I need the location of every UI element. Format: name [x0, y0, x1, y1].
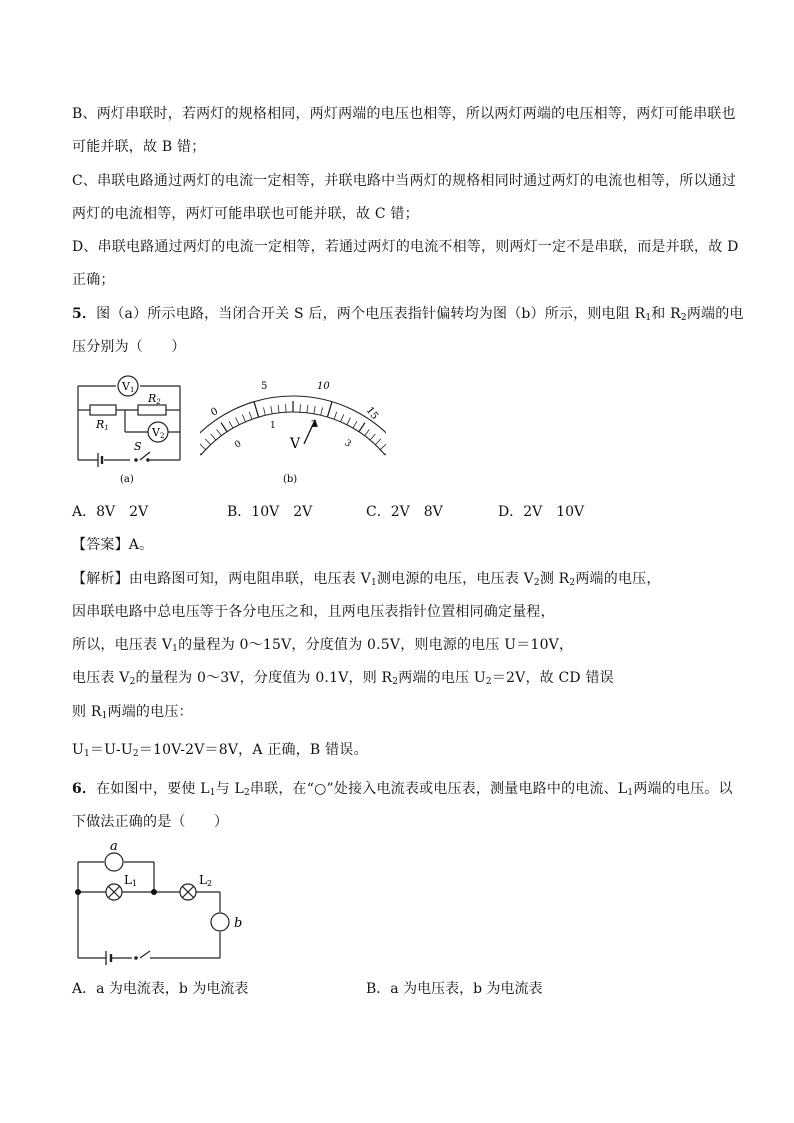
scale-tick [271, 406, 272, 414]
option-d: D．2V 10V [498, 504, 585, 520]
option-b: B．a 为电压表，b 为电流表 [366, 981, 543, 997]
r2-label: R2 [148, 392, 161, 406]
outer-tick-label: 15 [363, 405, 381, 422]
scale-tick [205, 439, 210, 445]
subscript: 2 [485, 677, 492, 687]
analysis-line [72, 636, 573, 654]
scale-tick [200, 444, 206, 449]
junction-dot [151, 889, 157, 895]
scale-tick [375, 439, 380, 445]
scale-tick [341, 414, 344, 421]
analysis-tag: 【解析】 [72, 571, 129, 587]
subscript: 1 [209, 788, 216, 798]
text: 测电源的电压，电压表 V [376, 571, 534, 587]
text-line: 两灯的电流相等，两灯可能串联也可能并联，故 C 错； [72, 206, 419, 222]
text-line: C、串联电路通过两灯的电流一定相等，并联电路中当两灯的规格相同时通过两灯的电流也相等，所以通过 [72, 173, 737, 189]
v1-label: V1 [122, 380, 135, 394]
lamp-l1 [106, 884, 122, 900]
unit-label: V [290, 436, 301, 452]
text: U [72, 742, 84, 758]
scale-tick [221, 423, 227, 432]
scale-tick [278, 405, 279, 413]
circuit-diagram-a [70, 372, 190, 488]
switch-contact [134, 956, 138, 960]
answer: 【答案】A。 [72, 537, 154, 553]
subscript: 2 [680, 313, 687, 323]
scale-tick [327, 402, 332, 417]
scale-tick [229, 421, 233, 428]
scale-tick [211, 434, 216, 440]
text: 与 L [215, 781, 244, 797]
scale-tick [249, 412, 252, 420]
text: 由电路图可知，两电阻串联，电压表 V [128, 571, 371, 587]
subscript: 2 [569, 578, 576, 588]
analysis-line [72, 703, 193, 721]
text: 两端的电压： [107, 704, 193, 720]
scale-tick [307, 405, 308, 413]
r1-label: R1 [96, 418, 109, 432]
scale-tick [217, 429, 222, 435]
question-number: 6． [72, 781, 97, 797]
text: 两端的电压。以 [633, 781, 733, 797]
text-line: D、串联电路通过两灯的电流一定相等，若通过两灯的电流不相等，则两灯一定不是串联，而是并联，故 D [72, 239, 739, 255]
text-line: 可能并联，故 B 错； [72, 139, 206, 155]
analysis-line [72, 669, 614, 687]
text: 图（a）所示电路，当闭合开关 S 后，两个电压表指针偏转均为图（b）所示，则电阻 R [96, 306, 646, 322]
subscript: 2 [244, 788, 250, 798]
analysis-line [72, 741, 368, 759]
text: 则 R [72, 704, 102, 720]
label-l2: L2 [199, 873, 213, 888]
scale-tick [314, 406, 315, 414]
analysis-line [72, 570, 661, 588]
inner-tick-label: 3 [342, 438, 353, 450]
label-l1: L1 [124, 873, 138, 888]
scale-tick [385, 445, 386, 455]
text: 电压表 V [72, 670, 130, 686]
scale-tick [321, 407, 323, 415]
subscript: 1 [370, 578, 377, 588]
text: 的量程为 0～15V，分度值为 0.5V，则电源的电压 U＝10V， [178, 637, 574, 653]
label-a: a [110, 839, 118, 854]
meter-b [211, 913, 229, 931]
question-number: 5． [72, 306, 97, 322]
scale-tick [353, 421, 357, 428]
text: 在如图中，要使 L [96, 781, 210, 797]
scale-tick [200, 445, 201, 455]
subscript: 2 [533, 578, 540, 588]
question-6-stem [72, 780, 733, 798]
voltmeter-dial-b [200, 372, 386, 488]
subscript: 2 [392, 677, 399, 687]
text: ＝2V，故 CD 错误 [491, 670, 614, 686]
text-line: B、两灯串联时，若两灯的规格相同，两灯两端的电压也相等，所以两灯两端的电压相等，两灯可能串联也 [72, 106, 736, 122]
lamp-l2 [180, 884, 196, 900]
scale-tick [365, 429, 370, 435]
text: 串联，在“○”处接入电流表或电压表，测量电路中的电流、L [249, 781, 628, 797]
text: 测 R [539, 571, 570, 587]
option-a: A．8V 2V [72, 504, 149, 520]
question-6-stem-line2: 下做法正确的是（ ） [72, 814, 229, 830]
subscript: 1 [101, 711, 108, 721]
meter-a [105, 853, 123, 871]
option-a: A．a 为电流表，b 为电流表 [72, 981, 249, 997]
scale-tick [263, 407, 265, 415]
analysis-line: 因串联电路中总电压等于各分电压之和，且两电压表指针位置相同确定量程， [72, 604, 555, 620]
question-5-stem-line2: 压分别为（ ） [72, 339, 186, 355]
subscript: 2 [129, 677, 136, 687]
figure-caption: (b) [283, 474, 298, 485]
subscript: 2 [132, 749, 139, 759]
subscript: 1 [172, 644, 179, 654]
outer-tick-label: 0 [209, 405, 221, 419]
scale-tick [236, 418, 240, 425]
text: ＝U-U [89, 742, 133, 758]
text: 所以，电压表 V [72, 637, 173, 653]
subscript: 1 [627, 788, 634, 798]
outer-tick-label: 10 [317, 381, 330, 392]
v2-label: V2 [152, 426, 165, 440]
option-b: B．10V 2V [227, 504, 313, 520]
scale-tick [347, 418, 351, 425]
figure-caption: (a) [120, 474, 134, 485]
scale-tick [359, 423, 365, 432]
scale-tick [242, 414, 245, 421]
question-5-stem [72, 305, 744, 323]
outer-tick-label: 5 [261, 381, 268, 392]
scale-tick [370, 434, 375, 440]
text-line: 正确； [72, 272, 115, 288]
circuit-diagram-q6 [68, 838, 254, 970]
inner-tick-label: 0 [233, 438, 244, 451]
text: 两端的电 [686, 306, 744, 322]
scale-tick [334, 412, 337, 420]
text: 两端的电压， [575, 571, 661, 587]
text: ＝10V-2V＝8V，A 正确，B 错误。 [138, 742, 368, 758]
scale-tick [254, 402, 259, 417]
junction-dot [75, 889, 81, 895]
scale-tick [380, 444, 386, 449]
subscript: 1 [84, 749, 90, 759]
text: 的量程为 0～3V，分度值为 0.1V，则 R [135, 670, 393, 686]
label-b: b [234, 916, 243, 931]
switch-label: S [134, 440, 142, 453]
subscript: 1 [645, 313, 652, 323]
text: 两端的电压 U [398, 670, 486, 686]
text: 和 R [651, 306, 681, 322]
inner-tick-label: 1 [270, 421, 276, 431]
option-c: C．2V 8V [366, 504, 443, 520]
